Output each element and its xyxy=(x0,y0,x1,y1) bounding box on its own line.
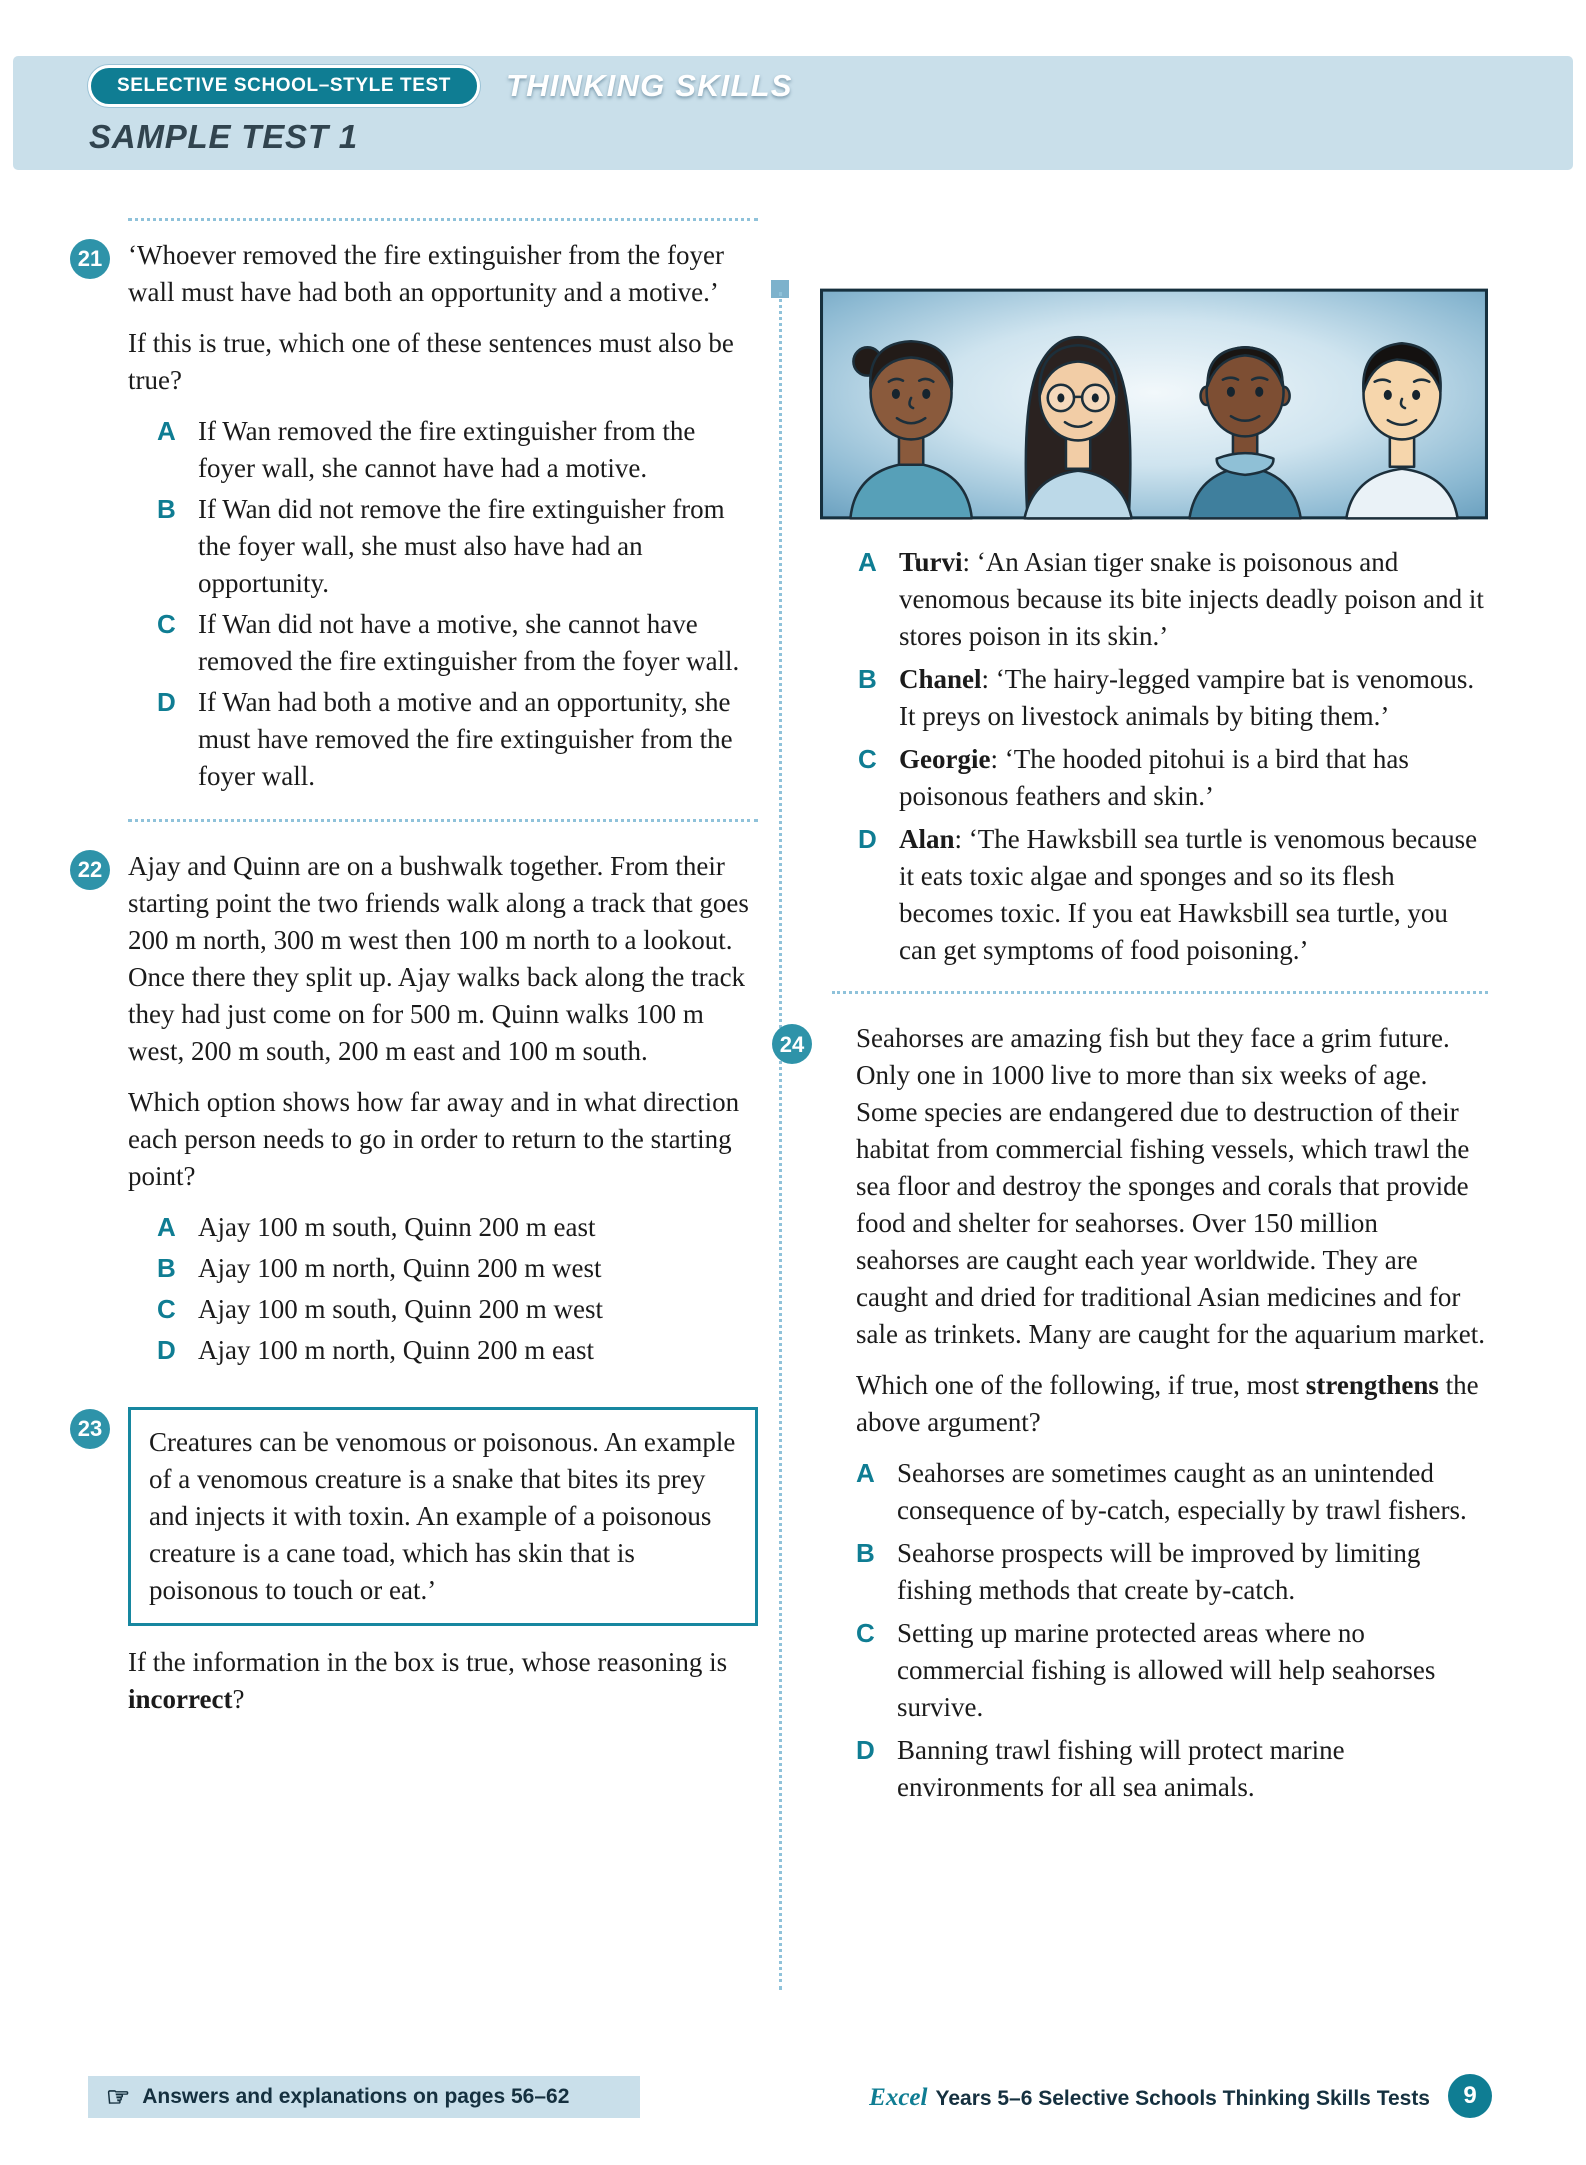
subject-title: THINKING SKILLS xyxy=(505,68,793,103)
series-tag: SELECTIVE SCHOOL–STYLE TEST xyxy=(88,65,480,107)
question-24-option-d xyxy=(856,1732,1488,1806)
option-text: If Wan did not remove the fire extinguisher from the foyer wall, she must also have had an opportunity. xyxy=(198,494,725,598)
question-21-option-d xyxy=(128,684,758,795)
question-24-prompt: Which one of the following, if true, most strengthens the above argument? xyxy=(856,1370,1479,1437)
question-22-option-a xyxy=(128,1209,758,1246)
dotted-separator xyxy=(832,991,1488,994)
question-23-options xyxy=(820,544,1488,969)
question-22-option-b xyxy=(128,1250,758,1287)
question-22-body xyxy=(128,848,758,1373)
question-23-number-badge: 23 xyxy=(70,1409,110,1449)
option-letter: D xyxy=(157,687,176,717)
question-23-body xyxy=(128,1407,758,1732)
option-text: Setting up marine protected areas where no commercial fishing is allowed will help seahorses survive. xyxy=(897,1618,1436,1722)
speaker-name: Chanel xyxy=(899,664,982,694)
option-letter: A xyxy=(157,1212,176,1242)
option-letter: C xyxy=(157,609,176,639)
brand-logo-text: Excel xyxy=(869,2084,928,2111)
dotted-separator xyxy=(128,819,758,822)
option-letter: B xyxy=(856,1538,875,1568)
question-21-option-c xyxy=(128,606,758,680)
question-23-option-c xyxy=(820,741,1488,815)
option-letter: A xyxy=(858,547,877,577)
test-title: SAMPLE TEST 1 xyxy=(89,118,358,155)
option-letter: C xyxy=(858,744,877,774)
page-number-badge: 9 xyxy=(1448,2074,1492,2118)
prompt-bold-word: strengthens xyxy=(1305,1370,1439,1400)
option-text: If Wan had both a motive and an opportunity, she must have removed the fire extinguisher from the foyer wall. xyxy=(198,687,733,791)
question-21 xyxy=(70,237,758,799)
question-24 xyxy=(779,1020,1488,1806)
option-text: Georgie: ‘The hooded pitohui is a bird that has poisonous feathers and skin.’ xyxy=(899,744,1409,811)
option-text: Ajay 100 m south, Quinn 200 m east xyxy=(198,1212,596,1242)
question-22-number-badge: 22 xyxy=(70,850,110,890)
question-21-body xyxy=(128,237,758,799)
option-text: Ajay 100 m south, Quinn 200 m west xyxy=(198,1294,603,1324)
speaker-name: Turvi xyxy=(899,547,963,577)
dotted-separator xyxy=(128,218,758,221)
option-text: Alan: ‘The Hawksbill sea turtle is venomous because it eats toxic algae and sponges and so its flesh becomes toxic. If you eat Hawksbill sea turtle, you can get symptoms of food poisoning.’ xyxy=(899,824,1478,965)
question-24-number-badge: 24 xyxy=(772,1024,812,1064)
option-letter: B xyxy=(157,494,176,524)
question-23-option-d xyxy=(820,821,1488,969)
question-22-option-d xyxy=(128,1332,758,1369)
question-21-prompt: If this is true, which one of these sentences must also be true? xyxy=(128,328,734,395)
question-24-option-b xyxy=(856,1535,1488,1609)
answers-note-text: Answers and explanations on pages 56–62 xyxy=(142,2085,570,2108)
option-letter: A xyxy=(157,416,176,446)
question-22-option-c xyxy=(128,1291,758,1328)
question-21-option-a xyxy=(128,413,758,487)
answers-note-bar xyxy=(88,2076,640,2118)
question-24-stimulus: Seahorses are amazing fish but they face a grim future. Only one in 1000 live to more than six weeks of age. Some species are endangered due to destruction of their habitat from commercial fishing vessels, which trawl the sea floor and destroy the sponges and corals that provide food and shelter for seahorses. Over 150 million seahorses are caught each year worldwide. They are caught and dried for traditional Asian medicines and for sale as trinkets. Many are caught for the aquarium market. xyxy=(856,1023,1486,1349)
pointing-hand-icon: ☞ xyxy=(106,2081,131,2112)
option-text: Seahorse prospects will be improved by limiting fishing methods that create by-catch. xyxy=(897,1538,1421,1605)
option-letter: D xyxy=(858,824,877,854)
question-22 xyxy=(70,848,758,1373)
option-letter: A xyxy=(856,1458,875,1488)
option-text: Turvi: ‘An Asian tiger snake is poisonous and venomous because its bite injects deadly poison and it stores poison in its skin.’ xyxy=(899,547,1484,651)
question-21-number-badge: 21 xyxy=(70,239,110,279)
question-23 xyxy=(70,1407,758,1732)
option-text: Banning trawl fishing will protect marine environments for all sea animals. xyxy=(897,1735,1345,1802)
right-column xyxy=(779,288,1488,1812)
column-divider xyxy=(779,292,782,1990)
option-letter: D xyxy=(856,1735,875,1765)
option-text: Seahorses are sometimes caught as an unintended consequence of by-catch, especially by trawl fishers. xyxy=(897,1458,1467,1525)
question-23-option-a xyxy=(820,544,1488,655)
question-23-prompt: If the information in the box is true, whose reasoning is incorrect? xyxy=(128,1647,728,1714)
option-letter: D xyxy=(157,1335,176,1365)
question-21-options xyxy=(128,413,758,795)
page-header xyxy=(13,56,1573,170)
option-letter: B xyxy=(157,1253,176,1283)
question-21-stimulus: ‘Whoever removed the fire extinguisher from the foyer wall must have had both an opportunity and a motive.’ xyxy=(128,240,725,307)
option-text: If Wan removed the fire extinguisher from the foyer wall, she cannot have had a motive. xyxy=(198,416,696,483)
option-letter: C xyxy=(157,1294,176,1324)
footer-series-title xyxy=(869,2084,1430,2112)
question-21-option-b xyxy=(128,491,758,602)
left-column xyxy=(70,218,758,1732)
speaker-name: Alan xyxy=(899,824,955,854)
question-23-box-text: Creatures can be venomous or poisonous. An example of a venomous creature is a snake that bites its prey and injects it with toxin. An example of a poisonous creature is a cane toad, which has skin that is poisonous to touch or eat.’ xyxy=(149,1427,736,1605)
question-23-option-b xyxy=(820,661,1488,735)
question-24-options xyxy=(856,1455,1488,1806)
option-letter: B xyxy=(858,664,877,694)
series-title-text: Years 5–6 Selective Schools Thinking Skills Tests xyxy=(935,2087,1430,2110)
four-children-illustration xyxy=(820,288,1488,520)
option-text: If Wan did not have a motive, she cannot have removed the fire extinguisher from the foyer wall. xyxy=(198,609,740,676)
question-23-stimulus-box xyxy=(128,1407,758,1626)
option-text: Chanel: ‘The hairy-legged vampire bat is venomous. It preys on livestock animals by biting them.’ xyxy=(899,664,1475,731)
prompt-bold-word: incorrect xyxy=(128,1684,233,1714)
option-text: Ajay 100 m north, Quinn 200 m east xyxy=(198,1335,594,1365)
option-text: Ajay 100 m north, Quinn 200 m west xyxy=(198,1253,602,1283)
question-22-stimulus: Ajay and Quinn are on a bushwalk together. From their starting point the two friends walk along a track that goes 200 m north, 300 m west then 100 m north to a lookout. Once there they split up. Ajay walks back along the track they had just come on for 500 m. Quinn walks 100 m west, 200 m south, 200 m east and 100 m south. xyxy=(128,851,749,1066)
question-24-option-a xyxy=(856,1455,1488,1529)
question-24-option-c xyxy=(856,1615,1488,1726)
question-22-prompt: Which option shows how far away and in what direction each person needs to go in order to return to the starting point? xyxy=(128,1087,740,1191)
speaker-name: Georgie xyxy=(899,744,991,774)
option-letter: C xyxy=(856,1618,875,1648)
question-22-options xyxy=(128,1209,758,1369)
header-row xyxy=(88,65,793,107)
